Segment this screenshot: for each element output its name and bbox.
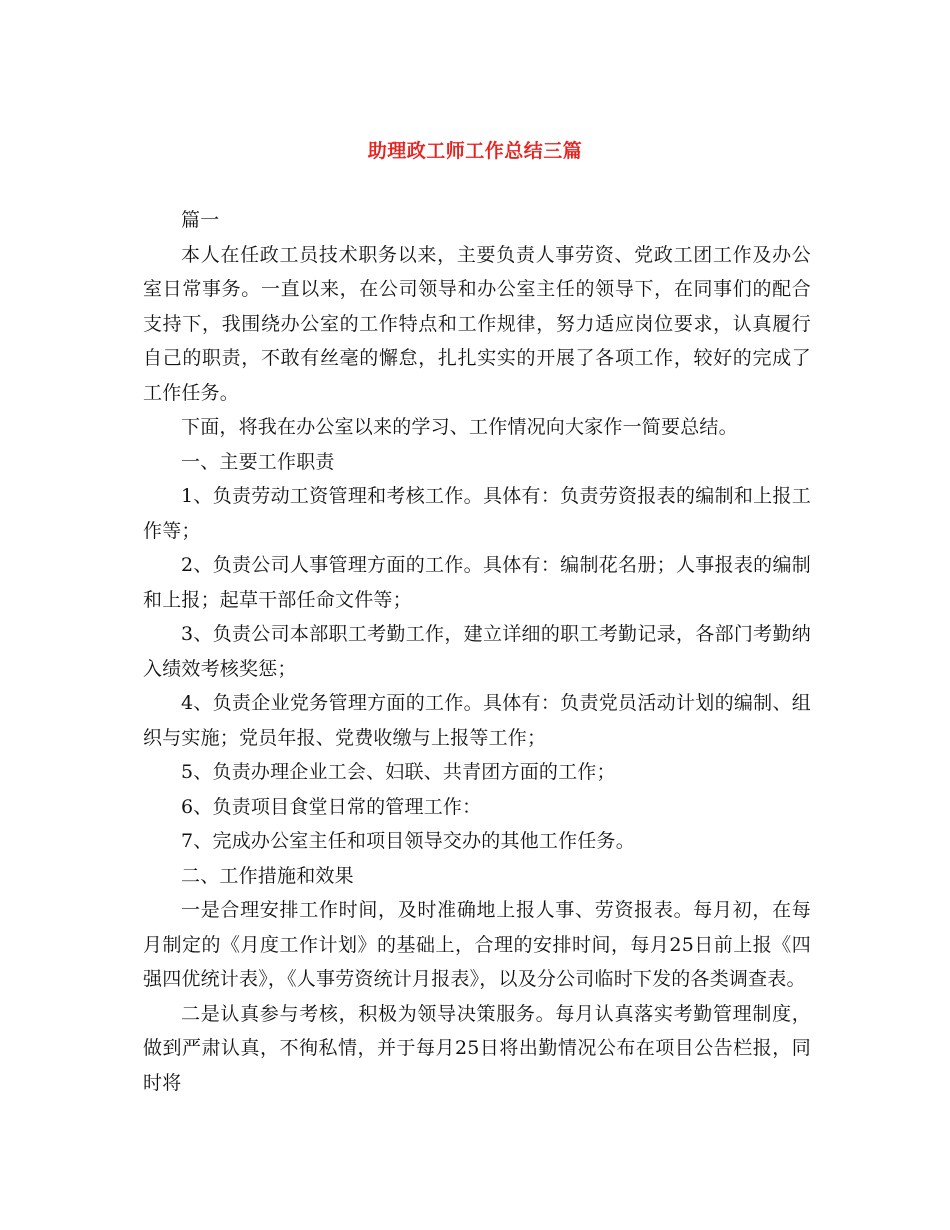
duty-item: 7、完成办公室主任和项目领导交办的其他工作任务。 bbox=[181, 830, 635, 852]
section-heading-measures: 二、工作措施和效果 bbox=[181, 864, 354, 887]
section-heading-main-duties: 一、主要工作职责 bbox=[181, 450, 335, 473]
intro-paragraph: 本人在任政工员技术职务以来，主要负责人事劳资、党政工团工作及办公室日常事务。一直以来，在公司领导和办公室主任的领导下，在同事们的配合支持下，我围绕办公室的工作特点和工作规律，努力适应岗位要求，认真履行自己的职责，不敢有丝毫的懈怠，扎扎实实的开展了各项工作，较好的完成了工作任务。 bbox=[143, 243, 811, 404]
summary-intro-paragraph: 下面，将我在办公室以来的学习、工作情况向大家作一简要总结。 bbox=[181, 416, 738, 438]
duty-item: 1、负责劳动工资管理和考核工作。具体有：负责劳资报表的编制和上报工作等； bbox=[143, 485, 811, 542]
document-title: 助理政工师工作总结三篇 bbox=[367, 140, 583, 162]
measure-paragraph: 二是认真参与考核，积极为领导决策服务。每月认真落实考勤管理制度，做到严肃认真，不徇私情，并于每月25日将出勤情况公布在项目公告栏报，同时将 bbox=[143, 1002, 811, 1094]
duty-item: 2、负责公司人事管理方面的工作。具体有：编制花名册；人事报表的编制和上报；起草干部任命文件等； bbox=[143, 554, 811, 611]
measure-paragraph: 一是合理安排工作时间，及时准确地上报人事、劳资报表。每月初，在每月制定的《月度工作计划》的基础上，合理的安排时间，每月25日前上报《四强四优统计表》，《人事劳资统计月报表》，以及分公司临时下发的各类调查表。 bbox=[143, 899, 811, 990]
section-heading-part-one: 篇一 bbox=[181, 209, 220, 231]
duty-item: 3、负责公司本部职工考勤工作，建立详细的职工考勤记录，各部门考勤纳入绩效考核奖惩； bbox=[143, 623, 811, 680]
document-body bbox=[143, 203, 811, 1100]
duty-item: 4、负责企业党务管理方面的工作。具体有：负责党员活动计划的编制、组织与实施；党员年报、党费收缴与上报等工作； bbox=[143, 692, 811, 749]
duty-item: 6、负责项目食堂日常的管理工作： bbox=[181, 795, 482, 818]
duty-item: 5、负责办理企业工会、妇联、共青团方面的工作； bbox=[181, 761, 616, 783]
